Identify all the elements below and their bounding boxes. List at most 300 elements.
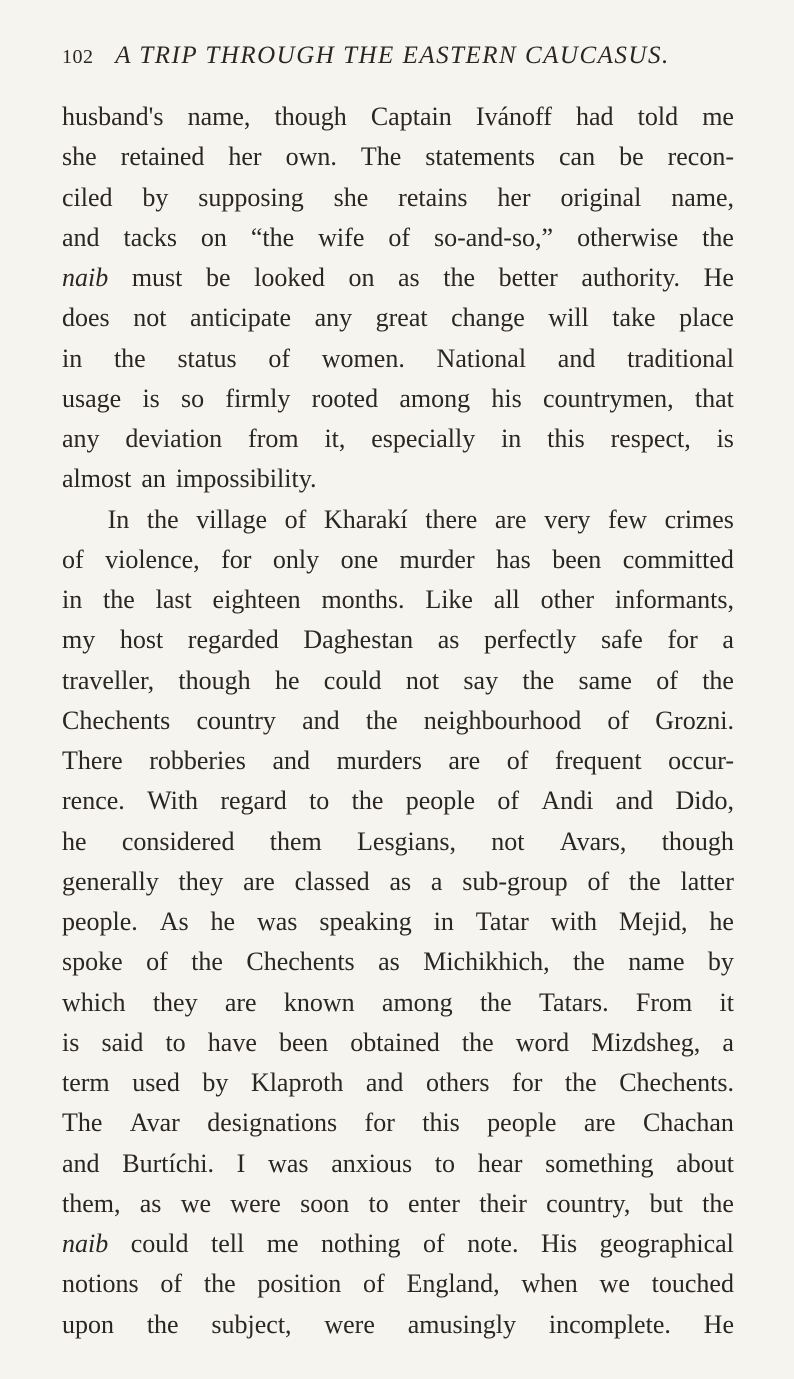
- word: for: [221, 544, 252, 574]
- word: to: [434, 1148, 456, 1178]
- word: of: [656, 665, 678, 695]
- word: original: [560, 182, 642, 212]
- word: status: [177, 343, 237, 373]
- word: the: [573, 947, 605, 977]
- word: when: [521, 1269, 578, 1299]
- word: known: [283, 987, 355, 1017]
- text-line: [62, 661, 734, 701]
- word: retains: [398, 182, 468, 212]
- word: and: [62, 222, 100, 252]
- word: he: [210, 907, 236, 936]
- text-line: [62, 459, 734, 499]
- word: as: [378, 947, 400, 977]
- word: others: [425, 1068, 490, 1097]
- word: As: [159, 907, 189, 936]
- word: Captain: [370, 102, 452, 131]
- word: own.: [285, 142, 337, 172]
- word: place: [679, 303, 734, 333]
- text-line: [62, 701, 734, 741]
- word: last: [155, 585, 192, 614]
- word: was: [256, 907, 298, 936]
- word: me: [266, 1229, 299, 1258]
- text-line: [62, 741, 734, 781]
- word: that: [694, 383, 734, 413]
- word: classed: [294, 866, 370, 896]
- word: the: [564, 1068, 597, 1097]
- word: term: [62, 1068, 110, 1097]
- word: for: [667, 625, 698, 655]
- word: in: [62, 585, 83, 614]
- word: this: [547, 424, 585, 453]
- word: especially: [371, 424, 476, 453]
- text-line: [62, 1184, 734, 1224]
- word: not: [133, 303, 167, 333]
- text-line: [62, 902, 734, 942]
- word: though: [178, 665, 251, 695]
- word: eighteen: [212, 585, 301, 614]
- word: Ivánoff: [475, 102, 552, 131]
- word: was: [268, 1148, 309, 1178]
- text-line: [62, 1063, 734, 1103]
- text-line: [62, 258, 734, 298]
- word: word: [515, 1027, 570, 1057]
- word: With: [147, 786, 199, 816]
- text-line: [62, 540, 734, 580]
- text-line: [62, 580, 734, 620]
- word: said: [101, 1027, 144, 1057]
- word: could: [323, 665, 382, 695]
- word: Mizdsheg,: [591, 1027, 701, 1057]
- word: be: [205, 263, 231, 292]
- word: Chechents: [62, 705, 171, 735]
- word: as: [139, 1188, 162, 1218]
- word: almost: [62, 464, 132, 494]
- word: countrymen,: [542, 383, 674, 413]
- word: Kharakí: [323, 504, 408, 534]
- word: we: [599, 1269, 630, 1299]
- text-line: [62, 218, 734, 258]
- word: for: [364, 1108, 395, 1138]
- word: Tatar: [475, 907, 529, 936]
- word: this: [422, 1108, 460, 1138]
- text-line: [62, 942, 734, 982]
- word: rence.: [62, 786, 125, 816]
- word: enter: [407, 1188, 460, 1218]
- word: usage: [62, 383, 122, 413]
- word: any: [314, 303, 353, 333]
- word: village: [196, 504, 268, 534]
- word: recon-: [667, 142, 734, 172]
- word: the: [479, 987, 512, 1017]
- word: sub-group: [462, 866, 568, 896]
- word: regarded: [187, 625, 279, 655]
- word: Grozni.: [655, 705, 734, 735]
- word: tell: [211, 1229, 245, 1258]
- word: hear: [477, 1148, 523, 1178]
- word: statements: [425, 142, 535, 172]
- word: for: [512, 1068, 543, 1097]
- word: all: [493, 585, 520, 614]
- word: few: [608, 504, 648, 534]
- word: they: [152, 987, 198, 1017]
- word: safe: [600, 625, 643, 655]
- word: country: [196, 705, 276, 735]
- word: obtained: [350, 1027, 440, 1057]
- word: traditional: [627, 343, 734, 373]
- text-line: [62, 1023, 734, 1063]
- word: by: [202, 1068, 229, 1097]
- word: of: [587, 866, 610, 896]
- word: and: [557, 343, 596, 373]
- word: supposing: [198, 182, 304, 212]
- word: same: [578, 665, 632, 695]
- word: committed: [622, 544, 734, 574]
- word: has: [496, 544, 531, 574]
- word: only: [272, 544, 320, 574]
- word: they: [178, 866, 224, 896]
- word: rooted: [311, 383, 379, 413]
- word: as: [398, 263, 420, 292]
- word: He: [703, 263, 734, 292]
- word: change: [451, 303, 525, 333]
- word: Mejid,: [618, 907, 688, 936]
- word: something: [545, 1148, 654, 1178]
- text-line: [62, 1305, 734, 1345]
- word: been: [279, 1027, 329, 1057]
- word: notions: [62, 1269, 139, 1299]
- word: Dido,: [675, 786, 734, 816]
- word: regard: [220, 786, 287, 816]
- word: is: [716, 424, 734, 453]
- word: by: [707, 947, 734, 977]
- text-line: [62, 339, 734, 379]
- word: her: [228, 142, 262, 172]
- word: there: [425, 504, 478, 534]
- word: a: [722, 625, 734, 655]
- word: me: [702, 102, 734, 131]
- word: on: [200, 222, 227, 252]
- word: will: [548, 303, 589, 333]
- word: he: [709, 907, 734, 936]
- word: speaking: [319, 907, 412, 936]
- word: wife: [318, 222, 365, 252]
- word: firmly: [225, 383, 291, 413]
- word: name,: [187, 102, 251, 131]
- word: violence,: [105, 544, 200, 574]
- word: is: [62, 1027, 80, 1057]
- word: name: [628, 947, 685, 977]
- word: authority.: [581, 263, 681, 292]
- word: people: [405, 786, 476, 816]
- word: her: [497, 182, 531, 212]
- word: naib: [62, 1229, 109, 1258]
- word: the: [365, 705, 398, 735]
- word: very: [544, 504, 591, 534]
- word: were: [324, 1309, 375, 1339]
- word: of: [62, 544, 84, 574]
- word: the: [702, 222, 734, 252]
- word: spoke: [62, 947, 123, 977]
- word: among: [381, 987, 453, 1017]
- word: Tatars.: [538, 987, 609, 1017]
- word: in: [62, 343, 83, 373]
- word: the: [522, 665, 555, 695]
- word: deviation: [125, 424, 223, 453]
- word: have: [207, 1027, 257, 1057]
- word: by: [142, 182, 169, 212]
- word: Like: [425, 585, 473, 614]
- word: say: [463, 665, 499, 695]
- word: of: [268, 343, 291, 373]
- word: of: [607, 705, 630, 735]
- text-line: [62, 379, 734, 419]
- word: soon: [300, 1188, 350, 1218]
- word: Burtíchi.: [122, 1148, 214, 1178]
- word: position: [257, 1269, 342, 1299]
- word: an: [141, 464, 166, 494]
- word: Chechents: [246, 947, 355, 977]
- word: From: [635, 987, 693, 1017]
- word: in: [501, 424, 522, 453]
- word: latter: [680, 866, 734, 896]
- word: he: [62, 826, 87, 856]
- word: so-and-so,”: [433, 222, 554, 252]
- word: are: [224, 987, 257, 1017]
- word: my: [62, 625, 96, 655]
- word: not: [405, 665, 440, 695]
- word: The: [360, 142, 402, 172]
- word: and: [62, 1148, 100, 1178]
- word: crimes: [664, 504, 734, 534]
- word: frequent: [554, 746, 642, 775]
- word: respect,: [610, 424, 691, 453]
- word: so: [181, 383, 205, 413]
- word: ciled: [62, 182, 113, 212]
- word: England,: [406, 1269, 500, 1299]
- word: people: [487, 1108, 557, 1138]
- word: the: [113, 343, 146, 373]
- word: geographical: [599, 1229, 734, 1258]
- word: to: [165, 1027, 186, 1057]
- word: the: [702, 1188, 734, 1218]
- text-line: [62, 298, 734, 338]
- text-line: [62, 500, 734, 540]
- word: about: [676, 1148, 734, 1178]
- word: in: [433, 907, 454, 936]
- word: are: [243, 866, 275, 896]
- word: neighbourhood: [423, 705, 582, 735]
- word: robberies: [149, 746, 246, 775]
- word: is: [142, 383, 160, 413]
- word: the: [461, 1027, 494, 1057]
- word: looked: [254, 263, 325, 292]
- word: of: [423, 1229, 445, 1258]
- word: months.: [321, 585, 405, 614]
- word: National: [436, 343, 527, 373]
- word: but: [649, 1188, 683, 1218]
- word: can: [558, 142, 596, 172]
- word: a: [722, 1027, 734, 1057]
- text-line: [62, 1103, 734, 1143]
- word: Michikhich,: [423, 947, 550, 977]
- word: better: [498, 263, 558, 292]
- word: to: [368, 1188, 389, 1218]
- word: be: [619, 142, 644, 172]
- word: the: [146, 1309, 179, 1339]
- word: a: [430, 866, 443, 896]
- page-number: 102: [62, 46, 94, 68]
- word: I: [236, 1148, 246, 1178]
- text-line: [62, 781, 734, 821]
- word: it: [719, 987, 734, 1017]
- word: impossibility.: [175, 464, 317, 494]
- word: his: [491, 383, 522, 413]
- word: generally: [62, 866, 159, 896]
- word: host: [119, 625, 164, 655]
- word: of: [497, 786, 519, 816]
- word: and: [365, 1068, 404, 1097]
- text-line: [62, 822, 734, 862]
- text-line: [62, 620, 734, 660]
- word: Lesgians,: [357, 826, 456, 856]
- word: she: [62, 142, 97, 172]
- text-line: [62, 1224, 734, 1264]
- word: tacks: [123, 222, 177, 252]
- text-line: [62, 178, 734, 218]
- word: on: [348, 263, 375, 292]
- word: amusingly: [407, 1309, 517, 1339]
- word: Chechents.: [619, 1068, 734, 1097]
- word: and: [302, 705, 340, 735]
- word: Andi: [541, 786, 594, 816]
- word: husband's: [62, 102, 164, 131]
- word: must: [131, 263, 183, 292]
- word: are: [494, 504, 527, 534]
- word: There: [62, 746, 123, 775]
- word: anxious: [331, 1148, 413, 1178]
- word: of: [160, 1269, 183, 1299]
- paragraph-indent: [62, 500, 90, 540]
- word: as: [389, 866, 412, 896]
- word: with: [550, 907, 597, 936]
- text-line: [62, 862, 734, 902]
- word: country,: [546, 1188, 631, 1218]
- word: retained: [120, 142, 205, 172]
- word: could: [130, 1229, 189, 1258]
- word: and: [272, 746, 311, 775]
- word: the: [443, 263, 476, 292]
- word: traveller,: [62, 665, 155, 695]
- text-line: [62, 419, 734, 459]
- running-title: A TRIP THROUGH THE EASTERN CAUCASUS.: [115, 42, 670, 69]
- word: His: [540, 1229, 578, 1258]
- word: we: [180, 1188, 212, 1218]
- word: to: [309, 786, 330, 816]
- word: designations: [207, 1108, 338, 1138]
- word: any: [62, 424, 100, 453]
- word: though: [274, 102, 347, 131]
- word: the: [203, 1269, 236, 1299]
- word: subject,: [211, 1309, 292, 1339]
- word: take: [612, 303, 656, 333]
- word: and: [615, 786, 654, 816]
- word: the: [351, 786, 384, 816]
- word: are: [448, 746, 481, 775]
- word: The: [62, 1108, 103, 1138]
- word: the: [146, 504, 179, 534]
- word: of: [146, 947, 168, 977]
- word: them: [269, 826, 322, 856]
- word: though: [661, 826, 734, 856]
- text-line: [62, 97, 734, 137]
- word: the: [103, 585, 135, 614]
- word: incomplete.: [548, 1309, 671, 1339]
- word: naib: [62, 263, 109, 292]
- word: their: [479, 1188, 527, 1218]
- word: not: [491, 826, 525, 856]
- word: were: [230, 1188, 281, 1218]
- word: In: [107, 504, 130, 534]
- word: name,: [671, 182, 734, 212]
- running-head: [62, 42, 734, 78]
- word: used: [132, 1068, 180, 1097]
- word: them,: [62, 1188, 121, 1218]
- word: he: [274, 665, 300, 695]
- word: are: [583, 1108, 616, 1138]
- word: of: [284, 504, 307, 534]
- word: Daghestan: [303, 625, 414, 655]
- word: had: [575, 102, 614, 131]
- word: considered: [121, 826, 235, 856]
- text-line: [62, 137, 734, 177]
- word: as: [437, 625, 460, 655]
- word: which: [62, 987, 126, 1017]
- word: the: [628, 866, 661, 896]
- word: Klaproth: [250, 1068, 344, 1097]
- word: people.: [62, 907, 138, 936]
- word: the: [702, 665, 734, 695]
- word: from: [248, 424, 299, 453]
- word: among: [399, 383, 471, 413]
- word: Avars,: [559, 826, 627, 856]
- word: women.: [321, 343, 405, 373]
- word: otherwise: [577, 222, 679, 252]
- word: it,: [324, 424, 346, 453]
- word: note.: [467, 1229, 519, 1258]
- word: occur-: [668, 746, 734, 775]
- word: murder: [399, 544, 475, 574]
- word: He: [703, 1309, 734, 1339]
- word: “the: [250, 222, 295, 252]
- word: Chachan: [642, 1108, 734, 1138]
- word: upon: [62, 1309, 114, 1339]
- word: one: [340, 544, 379, 574]
- word: of: [388, 222, 410, 252]
- word: does: [62, 303, 110, 333]
- word: of: [363, 1269, 385, 1299]
- text-line: [62, 1264, 734, 1304]
- text-line: [62, 983, 734, 1023]
- word: of: [506, 746, 529, 775]
- word: great: [375, 303, 428, 333]
- word: told: [637, 102, 679, 131]
- word: she: [333, 182, 369, 212]
- word: nothing: [321, 1229, 401, 1258]
- word: informants,: [614, 585, 734, 614]
- word: perfectly: [483, 625, 577, 655]
- word: been: [552, 544, 602, 574]
- word: murders: [336, 746, 422, 775]
